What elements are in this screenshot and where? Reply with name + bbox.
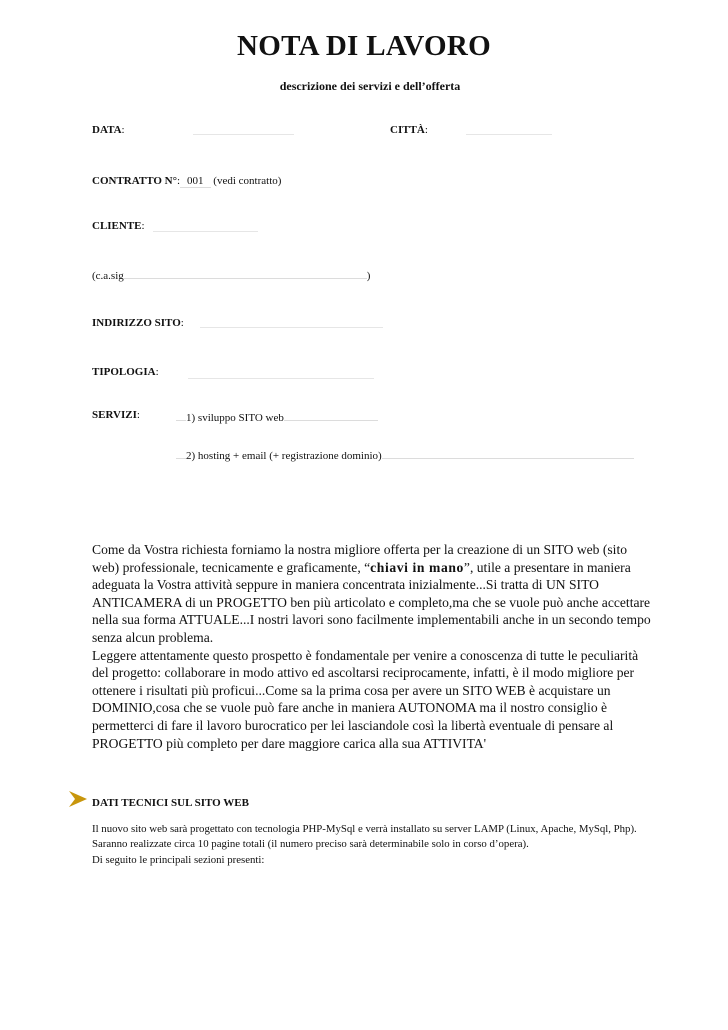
cliente-label: CLIENTE: [92, 220, 142, 232]
tipologia-field: [92, 366, 159, 378]
offer-p1-bold: chiavi in mano: [370, 559, 464, 575]
servizi-field: [92, 409, 140, 421]
tech-text-1: Il nuovo sito web sarà progettato con tecnologia PHP-MySql e verrà installato su server LAMP (Linux, Apache, MySql, Php). Saranno realizzate circa 10 pagine totali (il numero preciso sarà determinabile solo in corso d’opera).: [92, 823, 637, 851]
document-subtitle: descrizione dei servizi e dell’offerta: [279, 79, 461, 93]
contratto-label: CONTRATTO N°: [92, 175, 177, 187]
data-field: [92, 124, 125, 136]
cliente-value-line[interactable]: [153, 230, 258, 232]
indirizzo-label: INDIRIZZO SITO: [92, 317, 181, 329]
servizio-1-lead-line: [176, 410, 186, 421]
servizio-1: [176, 410, 378, 424]
citta-label: CITTÀ: [390, 124, 425, 136]
data-colon: :: [121, 124, 125, 136]
arrow-bullet-icon: [68, 790, 88, 813]
contratto-field: [92, 175, 281, 187]
servizio-2-text: 2) hosting + email (+ registrazione dominio): [186, 450, 382, 462]
tech-text-2: Di seguito le principali sezioni presenti:: [92, 853, 265, 866]
citta-field: [390, 124, 428, 136]
document-title: NOTA DI LAVORO: [237, 30, 491, 62]
servizi-label: SERVIZI: [92, 409, 137, 421]
servizio-2-lead-line: [176, 448, 186, 459]
servizio-2-tail-line[interactable]: [382, 448, 634, 459]
servizio-1-tail-line[interactable]: [284, 410, 378, 421]
cliente-field: [92, 220, 145, 232]
contratto-value: 001: [180, 175, 211, 188]
citta-colon: :: [424, 124, 428, 136]
data-value-line[interactable]: [193, 133, 294, 135]
citta-value-line[interactable]: [466, 133, 552, 135]
offer-paragraph-1: [92, 541, 652, 647]
tipologia-label: TIPOLOGIA: [92, 366, 156, 378]
offer-description: [92, 541, 652, 752]
servizio-1-text: 1) sviluppo SITO web: [186, 412, 284, 424]
tipologia-value-line[interactable]: [188, 377, 374, 379]
offer-p1-start: Come da Vostra richiesta forniamo la nostra migliore offerta per la creazione di un SITO web (sito web) professionale, tecnicamente e graficamente, “: [92, 542, 628, 575]
indirizzo-field: [92, 317, 184, 329]
servizi-colon: :: [136, 409, 140, 421]
contratto-colon: :: [176, 175, 181, 187]
offer-p1-end: ”, utile a presentare in maniera adeguata la Vostra attività seppure in maniera concentrata inizialmente...Si tratta di UN SITO ANTICAMERA di un PROGETTO ben più articolato e completo,ma che se vuole può anche accettare nella sua forma ATTUALE...I nostri lavori sono facilmente implementabili anche in un secondo tempo senza alcun problema.: [92, 559, 651, 645]
data-label: DATA: [92, 124, 122, 136]
casig-open: (c.a.sig: [92, 270, 124, 282]
tipologia-colon: :: [155, 366, 159, 378]
contratto-note: (vedi contratto): [213, 175, 282, 187]
tech-section-title: DATI TECNICI SUL SITO WEB: [92, 797, 249, 809]
tech-section-text: [92, 822, 672, 868]
indirizzo-colon: :: [180, 317, 184, 329]
casig-value-line[interactable]: [124, 268, 367, 279]
casig-field: [92, 268, 370, 282]
indirizzo-value-line[interactable]: [200, 326, 383, 328]
casig-close: ): [366, 270, 371, 282]
cliente-colon: :: [141, 220, 145, 232]
servizio-2: [176, 448, 634, 462]
offer-paragraph-2: Leggere attentamente questo prospetto è fondamentale per venire a conoscenza di tutte le peculiarità del progetto: collaborare in modo attivo ed ascoltarsi reciprocamente, infatti, è il modo migliore per ottenere i risultati più proficui...Come sa la prima cosa per avere un SITO WEB è acquistare un DOMINIO,cosa che se vuole può fare anche in maniera AUTONOMA ma il nostro consiglio è permetterci di fare il lavoro burocratico per lei lasciandole così la libertà eventuale di pensare al PROGETTO più completo per dare maggiore carica alla sua ATTIVITA': [92, 647, 639, 751]
